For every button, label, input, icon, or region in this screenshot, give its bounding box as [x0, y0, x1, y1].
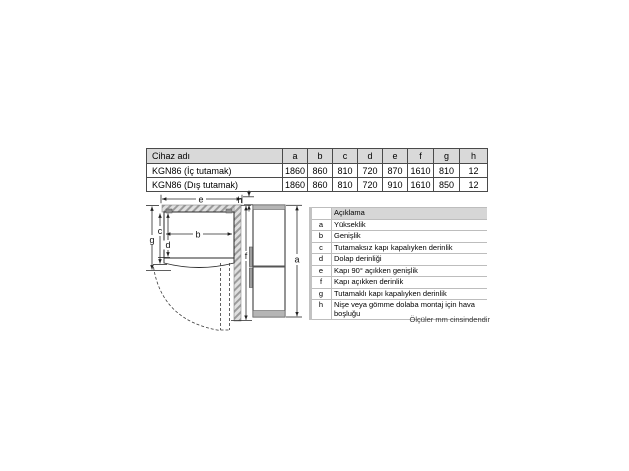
appliance-top-view — [154, 209, 235, 331]
value-cell: 1610 — [408, 178, 434, 192]
legend-row — [311, 254, 488, 266]
legend-text: Dolap derinliği — [332, 254, 488, 266]
dim-label-h: h — [237, 195, 243, 205]
value-cell: 860 — [308, 178, 333, 192]
dim-label-d: d — [165, 240, 171, 250]
dimensions-table — [146, 148, 488, 192]
value-cell: 850 — [434, 178, 460, 192]
column-header-f: f — [408, 149, 434, 164]
dim-label-b: b — [195, 229, 201, 240]
legend-row — [311, 277, 488, 289]
column-header-g: g — [434, 149, 460, 164]
legend-key: f — [311, 277, 332, 289]
value-cell: 720 — [358, 164, 383, 178]
legend-header-row — [311, 208, 488, 220]
legend-key: d — [311, 254, 332, 266]
dimension-e — [161, 195, 242, 205]
column-header-a: a — [283, 149, 308, 164]
dim-label-c: c — [157, 226, 163, 236]
column-header-e: e — [383, 149, 408, 164]
door-swing-arc — [154, 267, 221, 331]
value-cell: 860 — [308, 164, 333, 178]
column-header-device: Cihaz adı — [147, 149, 283, 164]
value-cell: 910 — [383, 178, 408, 192]
door-handle — [249, 247, 252, 267]
legend-row — [311, 265, 488, 277]
legend-text: Yükseklik — [332, 219, 488, 231]
column-header-d: d — [358, 149, 383, 164]
legend-key: c — [311, 242, 332, 254]
legend-text: Genişlik — [332, 231, 488, 243]
dim-label-a: a — [294, 254, 300, 265]
value-cell: 810 — [333, 164, 358, 178]
value-cell: 1610 — [408, 164, 434, 178]
legend-key: b — [311, 231, 332, 243]
legend-row — [311, 242, 488, 254]
value-cell: 12 — [460, 164, 488, 178]
column-header-c: c — [333, 149, 358, 164]
legend-text: Kapı açıkken derinlik — [332, 277, 488, 289]
door-handle — [249, 268, 252, 288]
appliance-front-view — [249, 205, 285, 317]
legend-text: Kapı 90° açıkken genişlik — [332, 265, 488, 277]
legend-table — [309, 207, 487, 320]
value-cell: 720 — [358, 178, 383, 192]
legend-row — [311, 219, 488, 231]
dim-label-f: f — [244, 251, 248, 261]
value-cell: 810 — [434, 164, 460, 178]
legend-key: a — [311, 219, 332, 231]
legend-key: e — [311, 265, 332, 277]
legend-row — [311, 288, 488, 300]
table-header-row — [147, 149, 488, 164]
legend-text: Tutamaklı kapı kapalıyken derinlik — [332, 288, 488, 300]
dimension-a — [286, 205, 302, 317]
units-note: Ölçüler mm cinsindendir — [409, 315, 490, 324]
legend-header-key — [311, 208, 332, 220]
device-name: KGN86 (İç tutamak) — [147, 164, 283, 178]
value-cell: 1860 — [283, 178, 308, 192]
table-row — [147, 164, 488, 178]
legend-key: h — [311, 300, 332, 320]
column-header-b: b — [308, 149, 333, 164]
column-header-h: h — [460, 149, 488, 164]
value-cell: 12 — [460, 178, 488, 192]
value-cell: 870 — [383, 164, 408, 178]
legend-text: Tutamaksız kapı kapalıyken derinlik — [332, 242, 488, 254]
device-name: KGN86 (Dış tutamak) — [147, 178, 283, 192]
legend-key: g — [311, 288, 332, 300]
value-cell: 810 — [333, 178, 358, 192]
legend-text: Nişe veya gömme dolaba montaj için hava boşluğu — [332, 300, 488, 320]
dim-label-g: g — [149, 235, 155, 245]
legend-header-label: Açıklama — [332, 208, 488, 220]
legend-row — [311, 231, 488, 243]
dimension-diagram — [140, 188, 312, 336]
value-cell: 1860 — [283, 164, 308, 178]
dim-label-e: e — [198, 194, 204, 205]
